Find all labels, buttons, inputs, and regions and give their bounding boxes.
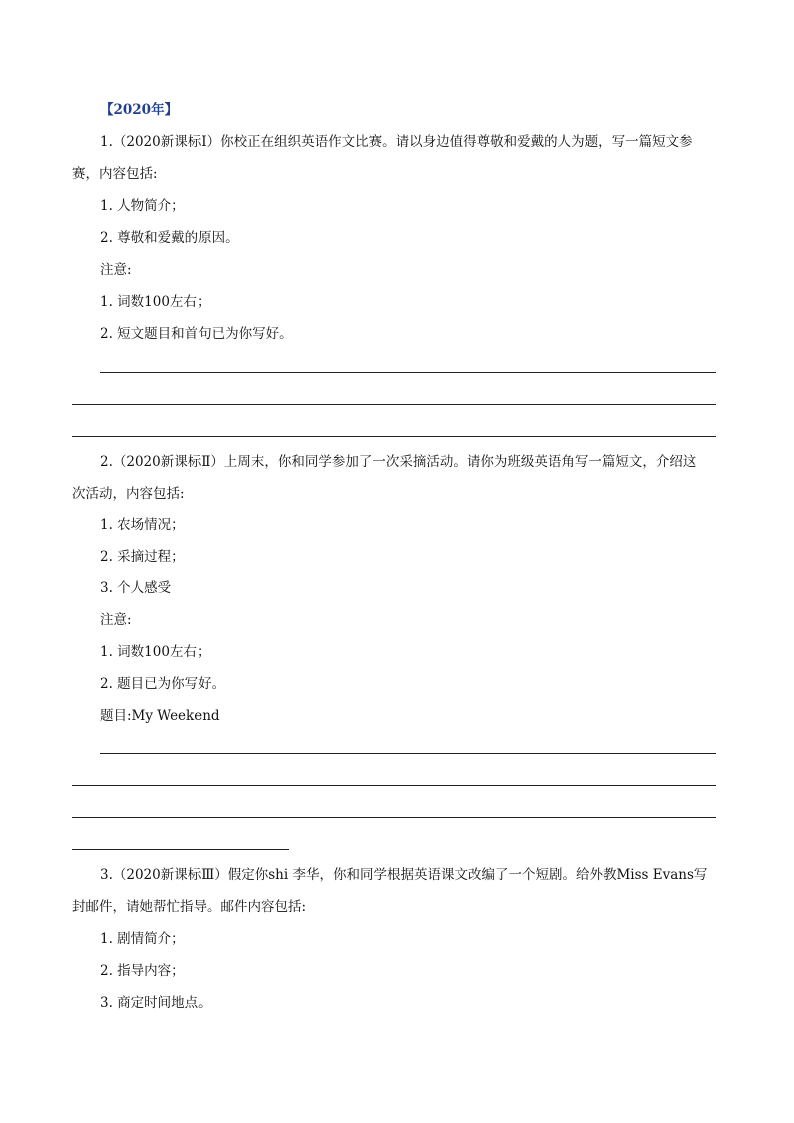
q2-title-line: 题目:My Weekend: [100, 708, 220, 724]
q1-item-1: 1. 人物简介；: [100, 198, 185, 214]
q1-note-2: 2. 短文题目和首句已为你写好。: [100, 326, 293, 342]
q2-prompt-line-1: 2.（2020新课标Ⅱ）上周末，你和同学参加了一次采摘活动。请你为班级英语角写一篇短文，介绍这: [100, 454, 697, 470]
q3-item-3: 3. 商定时间地点。: [100, 995, 212, 1011]
q2-answer-line-1[interactable]: [100, 753, 716, 754]
q2-item-2: 2. 采摘过程；: [100, 549, 185, 565]
q1-answer-line-3[interactable]: [72, 436, 716, 437]
q3-item-1: 1. 剧情简介；: [100, 931, 185, 947]
q2-item-3: 3. 个人感受: [100, 580, 172, 596]
q3-prompt-line-1: 3.（2020新课标Ⅲ）假定你shi 李华，你和同学根据英语课文改编了一个短剧。给外教Miss Evans写: [100, 867, 708, 883]
section-heading: 【2020年】: [100, 102, 179, 118]
q1-note-label: 注意:: [100, 262, 132, 278]
q2-answer-line-4[interactable]: [72, 849, 289, 850]
q3-prompt-line-2: 封邮件，请她帮忙指导。邮件内容包括:: [72, 899, 307, 915]
q2-note-label: 注意:: [100, 612, 132, 628]
q2-prompt-line-2: 次活动，内容包括:: [72, 486, 185, 502]
q1-prompt-line-2: 赛，内容包括:: [72, 166, 158, 182]
q3-item-2: 2. 指导内容；: [100, 963, 185, 979]
q1-answer-line-2[interactable]: [72, 404, 716, 405]
q1-prompt-line-1: 1.（2020新课标Ⅰ）你校正在组织英语作文比赛。请以身边值得尊敬和爱戴的人为题，写一篇短文参: [100, 134, 693, 150]
q2-item-1: 1. 农场情况；: [100, 517, 185, 533]
q2-answer-line-2[interactable]: [72, 785, 716, 786]
q1-note-1: 1. 词数100左右；: [100, 294, 211, 310]
q1-item-2: 2. 尊敬和爱戴的原因。: [100, 230, 239, 246]
q2-note-2: 2. 题目已为你写好。: [100, 676, 226, 692]
q1-answer-line-1[interactable]: [100, 372, 716, 373]
q2-note-1: 1. 词数100左右；: [100, 644, 211, 660]
q2-answer-line-3[interactable]: [72, 817, 716, 818]
